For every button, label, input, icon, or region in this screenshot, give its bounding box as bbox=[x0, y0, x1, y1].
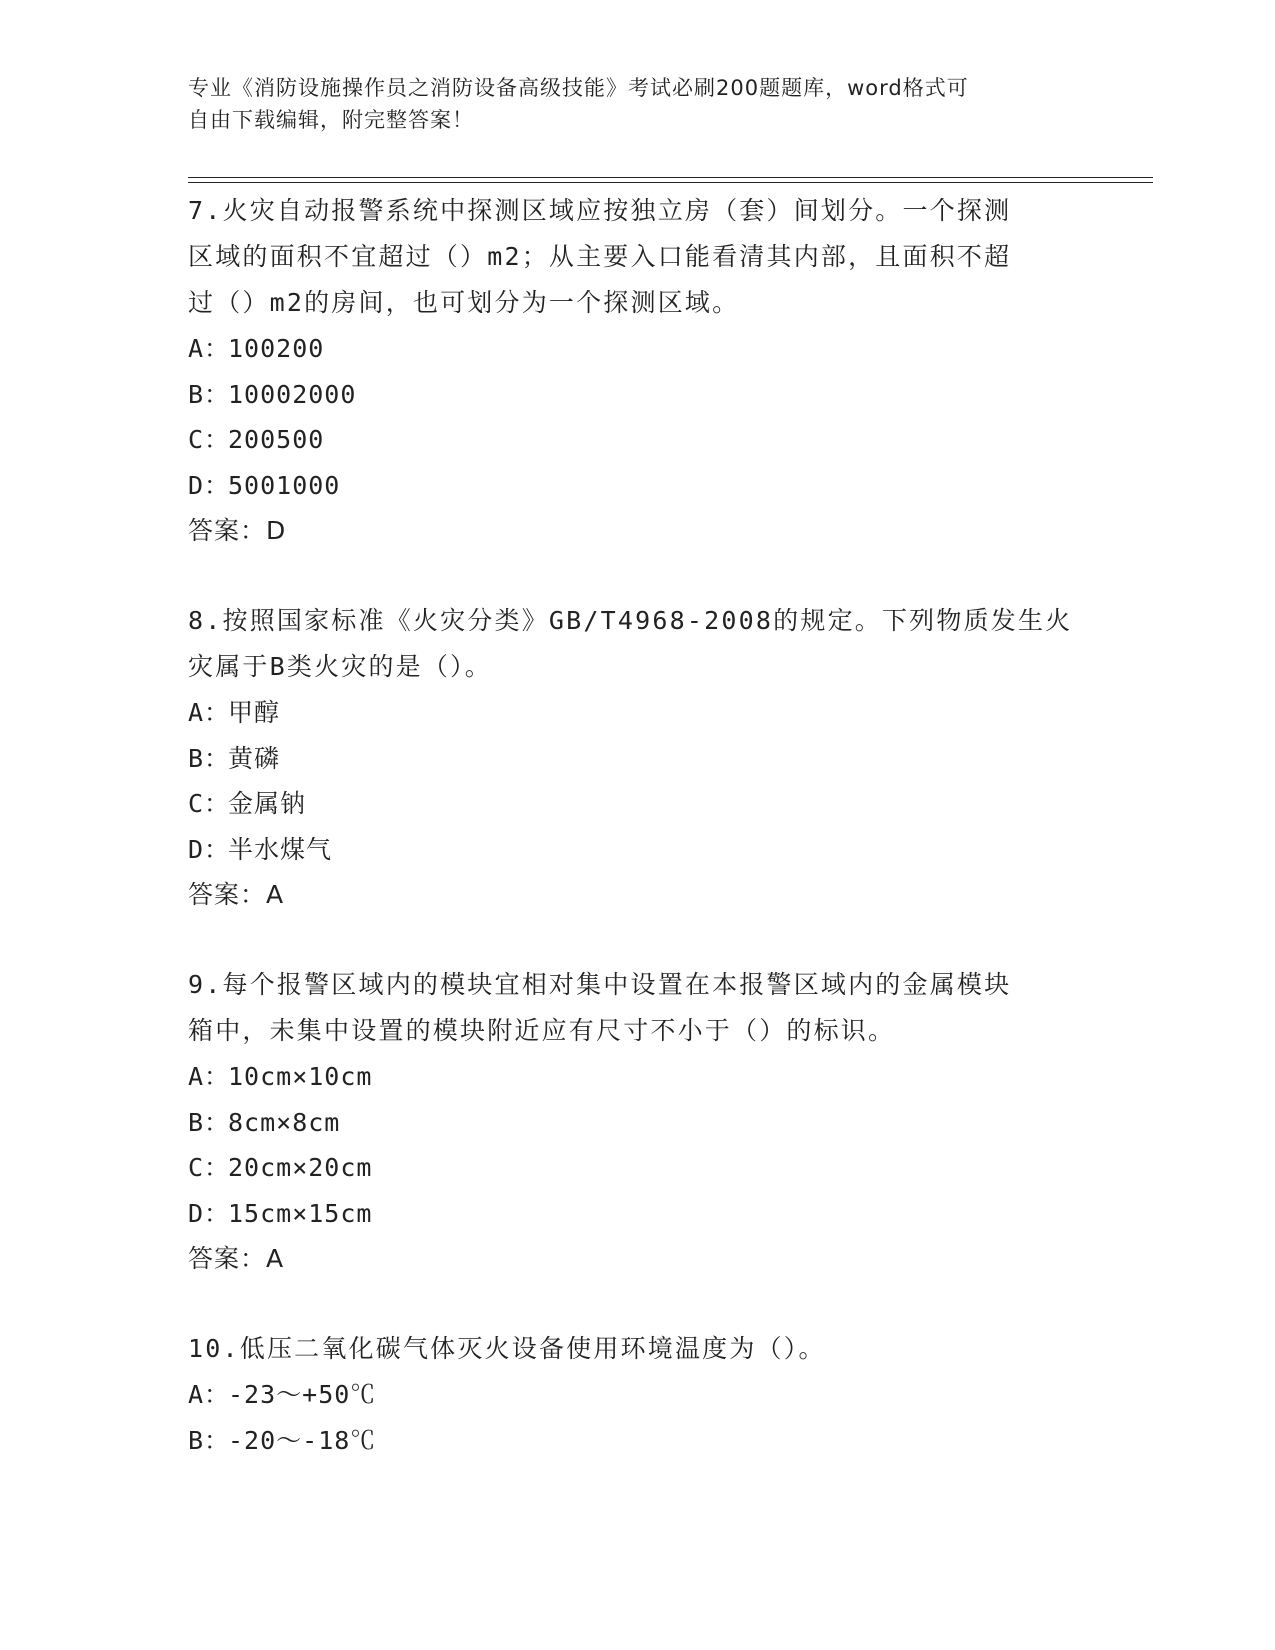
option-key: D： bbox=[188, 834, 231, 864]
question-text bbox=[188, 598, 1088, 690]
option-a bbox=[188, 1054, 1088, 1100]
option-key: D： bbox=[188, 1198, 231, 1228]
question-line: 过（）m2的房间，也可划分为一个探测区域。 bbox=[188, 288, 740, 317]
option-text: 金属钠 bbox=[228, 789, 307, 818]
option-key: C： bbox=[188, 425, 231, 454]
answer-label: 答案：D bbox=[188, 516, 287, 545]
option-text: 8cm×8cm bbox=[228, 1107, 341, 1137]
option-text: 黄磷 bbox=[228, 743, 281, 773]
option-key: C： bbox=[188, 1153, 231, 1182]
document-header bbox=[188, 72, 1068, 136]
header-line-1: 专业《消防设施操作员之消防设备高级技能》考试必刷200题题库，word格式可 bbox=[188, 76, 969, 100]
option-key: D： bbox=[188, 470, 231, 500]
option-b bbox=[188, 372, 1088, 418]
option-key: A： bbox=[188, 1062, 231, 1091]
option-text: 10002000 bbox=[228, 379, 357, 409]
option-key: A： bbox=[188, 698, 231, 727]
question-line: 10.低压二氧化碳气体灭火设备使用环境温度为（）。 bbox=[188, 1334, 826, 1363]
option-c bbox=[188, 781, 1088, 827]
option-text: 甲醇 bbox=[228, 698, 281, 727]
question-line: 灾属于B类火灾的是（）。 bbox=[188, 652, 492, 681]
option-text: 15cm×15cm bbox=[228, 1198, 373, 1228]
option-text: 200500 bbox=[228, 425, 325, 454]
option-d bbox=[188, 1191, 1088, 1237]
question-line: 区域的面积不宜超过（）m2；从主要入口能看清其内部，且面积不超 bbox=[188, 242, 1012, 271]
option-key: A： bbox=[188, 1380, 231, 1409]
option-a bbox=[188, 690, 1088, 736]
header-divider-top bbox=[188, 177, 1153, 178]
answer-label: 答案：A bbox=[188, 1244, 285, 1273]
option-key: B： bbox=[188, 379, 231, 409]
option-text: -23～+50℃ bbox=[228, 1380, 377, 1409]
option-text: 10cm×10cm bbox=[228, 1062, 373, 1091]
question-line: 8.按照国家标准《火灾分类》GB/T4968-2008的规定。下列物质发生火 bbox=[188, 606, 1073, 635]
option-text: 100200 bbox=[228, 334, 325, 363]
option-key: C： bbox=[188, 789, 231, 818]
option-key: A： bbox=[188, 334, 231, 363]
option-c bbox=[188, 1145, 1088, 1191]
answer-label: 答案：A bbox=[188, 880, 285, 909]
question-9 bbox=[188, 962, 1088, 1282]
option-b bbox=[188, 736, 1088, 782]
option-text: -20～-18℃ bbox=[228, 1425, 377, 1455]
option-b bbox=[188, 1100, 1088, 1146]
option-d bbox=[188, 827, 1088, 873]
option-a bbox=[188, 1372, 1088, 1418]
question-text bbox=[188, 188, 1088, 326]
option-text: 半水煤气 bbox=[228, 834, 333, 864]
option-a bbox=[188, 326, 1088, 372]
option-key: B： bbox=[188, 1107, 231, 1137]
option-key: B： bbox=[188, 743, 231, 773]
question-8 bbox=[188, 598, 1088, 918]
option-d bbox=[188, 463, 1088, 509]
question-text bbox=[188, 1326, 1088, 1372]
option-b bbox=[188, 1418, 1088, 1464]
option-text: 5001000 bbox=[228, 470, 341, 500]
question-10 bbox=[188, 1326, 1088, 1463]
question-line: 9.每个报警区域内的模块宜相对集中设置在本报警区域内的金属模块 bbox=[188, 970, 1012, 999]
question-7 bbox=[188, 188, 1088, 554]
option-c bbox=[188, 417, 1088, 463]
question-line: 7.火灾自动报警系统中探测区域应按独立房（套）间划分。一个探测 bbox=[188, 196, 1012, 225]
question-line: 箱中，未集中设置的模块附近应有尺寸不小于（）的标识。 bbox=[188, 1016, 896, 1045]
header-divider-bottom bbox=[188, 182, 1153, 183]
header-line-2: 自由下载编辑，附完整答案！ bbox=[188, 108, 474, 132]
option-key: B： bbox=[188, 1425, 231, 1455]
option-text: 20cm×20cm bbox=[228, 1153, 373, 1182]
question-text bbox=[188, 962, 1088, 1054]
